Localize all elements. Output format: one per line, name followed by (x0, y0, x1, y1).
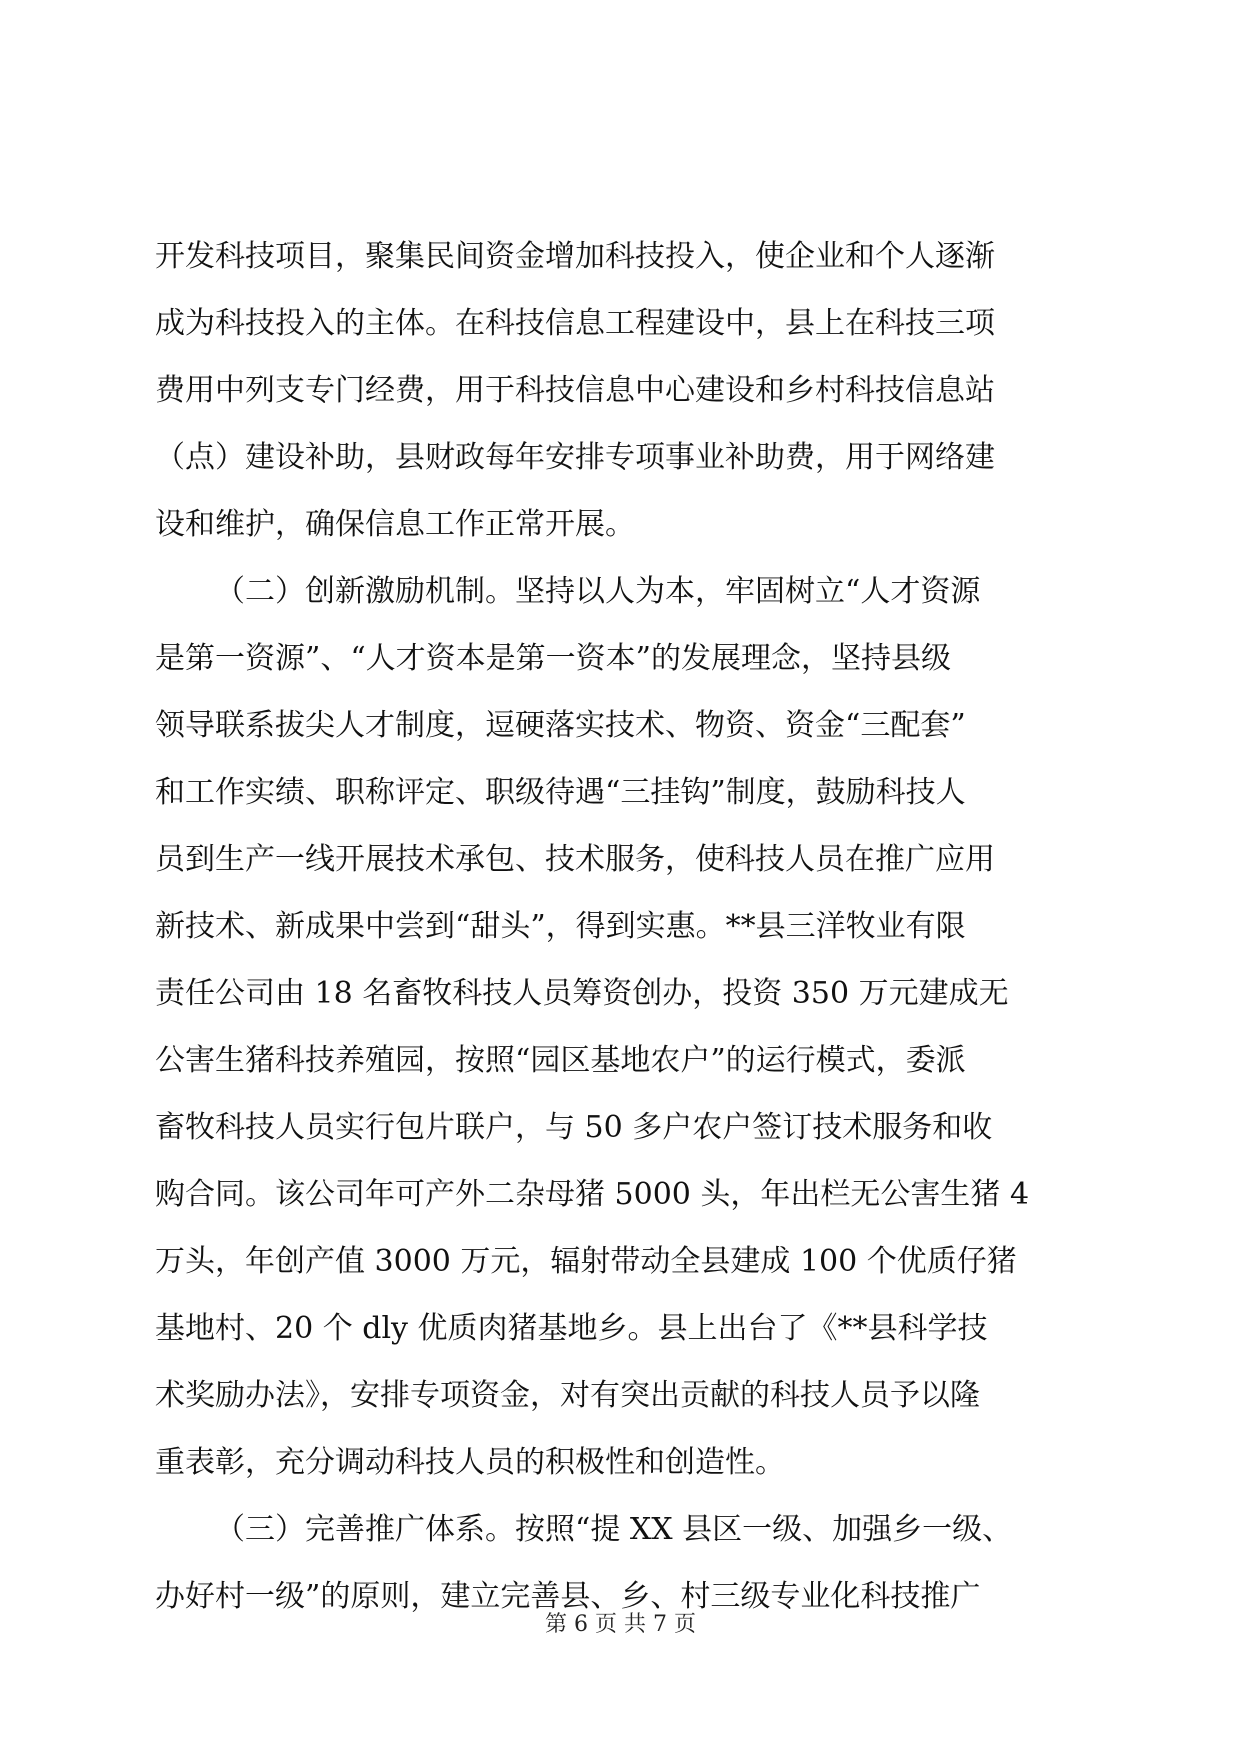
text-line: 重表彰，充分调动科技人员的积极性和创造性。 (155, 1445, 785, 1480)
page-number-footer: 第 6 页 共 7 页 (545, 1612, 696, 1637)
text-line: （点）建设补助，县财政每年安排专项事业补助费，用于网络建 (155, 440, 995, 475)
text-line: 基地村、20 个 dly 优质肉猪基地乡。县上出台了《**县科学技 (155, 1311, 988, 1346)
text-line: 责任公司由 18 名畜牧科技人员筹资创办，投资 350 万元建成无 (155, 976, 1009, 1011)
text-line: 和工作实绩、职称评定、职级待遇“三挂钩”制度，鼓励科技人 (155, 775, 966, 810)
text-line: 购合同。该公司年可产外二杂母猪 5000 头，年出栏无公害生猪 4 (155, 1177, 1030, 1212)
text-line: 是第一资源”、“人才资本是第一资本”的发展理念，坚持县级 (155, 641, 952, 676)
text-line: 员到生产一线开展技术承包、技术服务，使科技人员在推广应用 (155, 842, 995, 877)
text-line: 领导联系拔尖人才制度，逗硬落实技术、物资、资金“三配套” (155, 708, 966, 743)
text-line: 新技术、新成果中尝到“甜头”，得到实惠。**县三洋牧业有限 (155, 909, 966, 944)
text-line: 设和维护，确保信息工作正常开展。 (155, 507, 635, 542)
document-body (155, 223, 1095, 1630)
text-line: 术奖励办法》，安排专项资金，对有突出贡献的科技人员予以隆 (155, 1378, 980, 1413)
text-line: 费用中列支专门经费，用于科技信息中心建设和乡村科技信息站 (155, 373, 995, 408)
text-line: 万头，年创产值 3000 万元，辐射带动全县建成 100 个优质仔猪 (155, 1244, 1017, 1279)
text-line: 开发科技项目，聚集民间资金增加科技投入，使企业和个人逐渐 (155, 239, 995, 274)
text-line: 公害生猪科技养殖园，按照“园区基地农户”的运行模式，委派 (155, 1043, 966, 1078)
text-line: 成为科技投入的主体。在科技信息工程建设中，县上在科技三项 (155, 306, 995, 341)
text-line: 畜牧科技人员实行包片联户，与 50 多户农户签订技术服务和收 (155, 1110, 993, 1145)
text-line: 办好村一级”的原则，建立完善县、乡、村三级专业化科技推广 (155, 1579, 981, 1614)
paragraph-start-line: （二）创新激励机制。坚持以人为本，牢固树立“人才资源 (215, 574, 981, 609)
paragraph-start-line: （三）完善推广体系。按照“提 XX 县区一级、加强乡一级、 (215, 1512, 1013, 1547)
